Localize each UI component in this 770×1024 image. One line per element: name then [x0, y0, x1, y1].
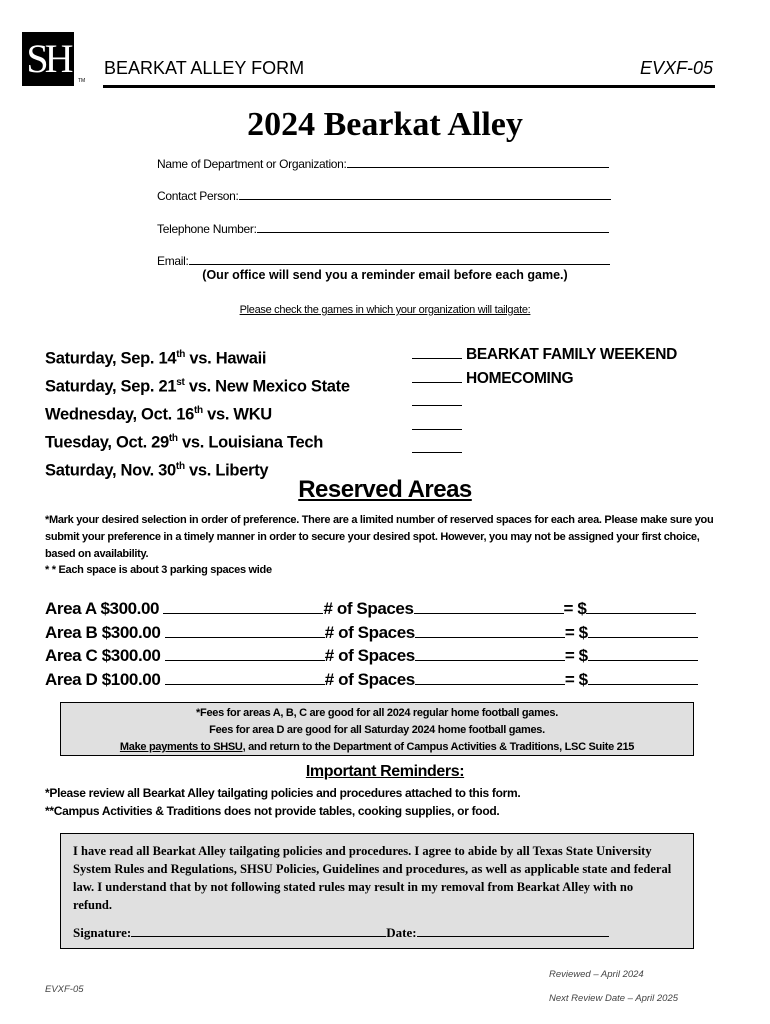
agreement-box: [60, 833, 694, 949]
spaces-input[interactable]: [415, 669, 565, 685]
department-label: Name of Department or Organization:: [157, 157, 347, 171]
reminders-heading: Important Reminders:: [305, 763, 465, 780]
games-list: [45, 343, 350, 483]
spaces-input[interactable]: [414, 598, 564, 614]
game-check-blank[interactable]: [412, 368, 462, 383]
email-note: (Our office will send you a reminder email before each game.): [202, 268, 568, 282]
reminder-item: *Please review all Bearkat Alley tailgating policies and procedures attached to this form.: [45, 786, 521, 800]
email-label: Email:: [157, 254, 189, 268]
reserved-note: *Mark your desired selection in order of preference. There are a limited number of reserved spaces for each area. Please make sure you submit your preference in a timely manner in order to secure your desired spot. However, you may not be assigned your first choice, based on availability.: [45, 514, 714, 560]
spaces-input[interactable]: [415, 645, 565, 661]
game-check-blank[interactable]: [412, 344, 462, 359]
signature-field[interactable]: [131, 924, 386, 937]
reviewed-date: Reviewed – April 2024: [549, 969, 644, 980]
game-check-blank[interactable]: [412, 415, 462, 430]
trademark-mark: TM: [78, 78, 86, 84]
phone-field[interactable]: [157, 221, 609, 236]
game-check-blank[interactable]: [412, 391, 462, 406]
space-size-note: * * Each space is about 3 parking spaces wide: [45, 564, 272, 576]
area-input[interactable]: [165, 622, 325, 638]
footer-code: EVXF-05: [45, 984, 84, 995]
reminder-item: **Campus Activities & Traditions does not provide tables, cooking supplies, or food.: [45, 804, 500, 818]
game-check-blank[interactable]: [412, 438, 462, 453]
game-tag: BEARKAT FAMILY WEEKEND: [466, 346, 677, 363]
game-row: Wednesday, Oct. 16th vs. WKU: [45, 405, 272, 424]
contact-label: Contact Person:: [157, 189, 239, 203]
area-row: Area B $300.00 # of Spaces = $: [45, 621, 698, 645]
form-title: BEARKAT ALLEY FORM: [104, 58, 305, 78]
signature-row: [73, 924, 609, 941]
signature-label: Signature:: [73, 925, 132, 940]
page-title: 2024 Bearkat Alley: [247, 106, 523, 143]
game-row: Tuesday, Oct. 29th vs. Louisiana Tech: [45, 433, 324, 452]
amount-input[interactable]: [586, 598, 696, 614]
area-list: [45, 597, 698, 691]
games-instruction: Please check the games in which your organization will tailgate:: [239, 304, 531, 316]
shsu-logo: SH: [22, 32, 74, 86]
payment-link: Make payments to SHSU: [119, 741, 243, 753]
area-row: Area A $300.00 # of Spaces = $: [45, 597, 698, 621]
game-row: Saturday, Sep. 21st vs. New Mexico State: [45, 377, 350, 396]
reserved-areas-heading: Reserved Areas: [298, 476, 472, 503]
date-field[interactable]: [417, 924, 609, 937]
department-field[interactable]: [157, 156, 609, 171]
fees-line: Make payments to SHSU, and return to the Department of Campus Activities & Traditions, LSC Suite 215: [119, 741, 635, 753]
game-tag: HOMECOMING: [466, 369, 574, 387]
amount-input[interactable]: [588, 669, 698, 685]
date-label: Date:: [386, 925, 417, 940]
game-checkboxes: [412, 343, 677, 461]
fees-box: [60, 702, 694, 756]
amount-input[interactable]: [588, 645, 698, 661]
fees-line: *Fees for areas A, B, C are good for all 2024 regular home football games.: [196, 707, 558, 719]
area-row: Area D $100.00 # of Spaces = $: [45, 668, 698, 692]
area-input[interactable]: [165, 645, 325, 661]
next-review-date: Next Review Date – April 2025: [549, 993, 679, 1004]
form-code: EVXF-05: [640, 58, 714, 78]
game-row: Saturday, Sep. 14th vs. Hawaii: [45, 349, 267, 368]
area-row: Area C $300.00 # of Spaces = $: [45, 644, 698, 668]
amount-input[interactable]: [588, 622, 698, 638]
spaces-input[interactable]: [415, 622, 565, 638]
game-row: Saturday, Nov. 30th vs. Liberty: [45, 461, 269, 480]
area-input[interactable]: [165, 669, 325, 685]
email-field[interactable]: [157, 253, 610, 268]
phone-label: Telephone Number:: [157, 222, 257, 236]
fees-line: Fees for area D are good for all Saturday 2024 home football games.: [209, 724, 545, 736]
agreement-text: I have read all Bearkat Alley tailgating policies and procedures. I agree to abide by all Texas State University System Rules and Regulations, SHSU Policies, Guidelines and procedures, as well as applicable state and federal law. I understand that by not following stated rules may result in my removal from Bearkat Alley with no refund.: [73, 844, 672, 912]
contact-field[interactable]: [157, 188, 611, 203]
header-rule: [103, 85, 715, 88]
area-input[interactable]: [163, 598, 323, 614]
